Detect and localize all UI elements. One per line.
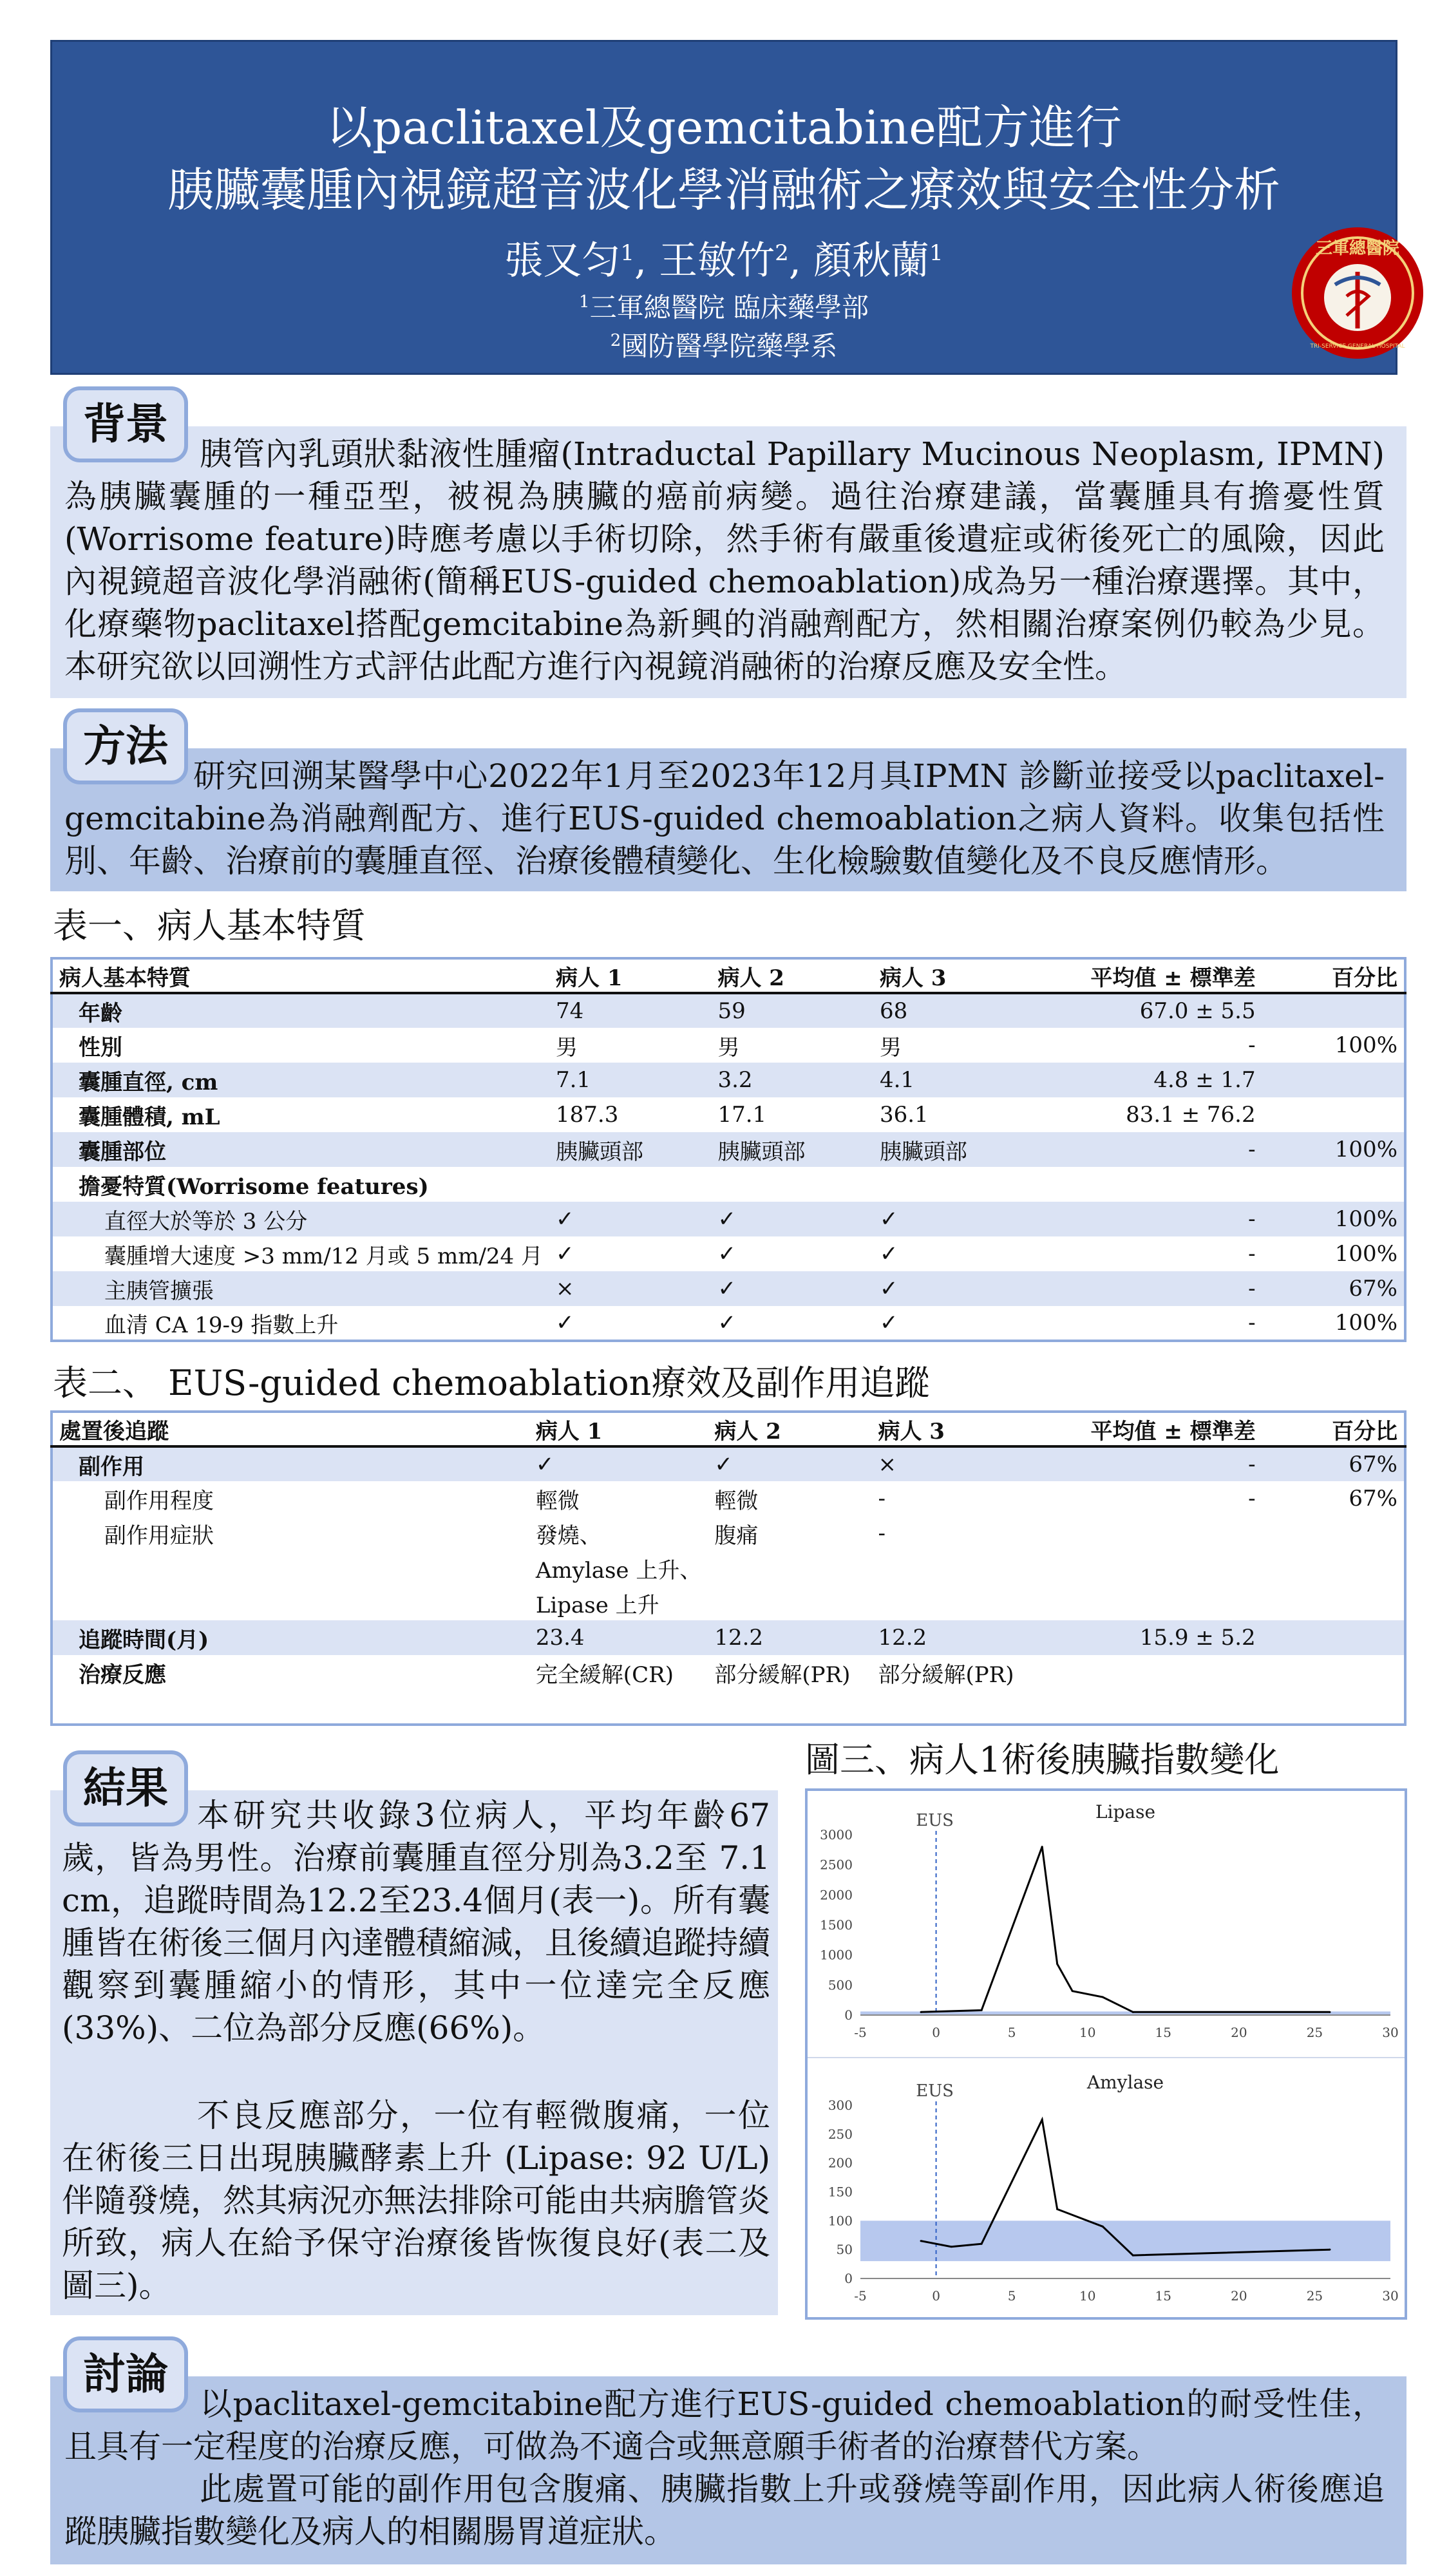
- chart-1-eus-label: EUS: [916, 2081, 954, 2101]
- table-cell: [873, 1167, 1035, 1202]
- author-2: 王敏竹: [659, 238, 775, 283]
- table-cell: -: [1036, 1446, 1262, 1481]
- table-cell: [1262, 993, 1405, 1028]
- chart-0-x-tick-label: 15: [1155, 2025, 1172, 2040]
- table-2-header: 病人 3: [871, 1412, 1035, 1446]
- chart-1-x-tick-label: 10: [1079, 2288, 1096, 2304]
- table-cell: 性別: [79, 1034, 122, 1061]
- chart-0-y-tick-label: 2000: [820, 1887, 853, 1903]
- table-cell: 囊腫增大速度 >3 mm/12 月或 5 mm/24 月: [104, 1243, 543, 1269]
- affiliation-1-number: 1: [579, 292, 590, 312]
- chart-0-eus-label: EUS: [916, 1811, 954, 1830]
- table-cell: [1262, 1516, 1405, 1551]
- chart-0-y-tick-label: 0: [844, 2007, 853, 2023]
- chart-1-data-point: [1056, 2208, 1058, 2210]
- table-cell: [1036, 1586, 1262, 1620]
- chart-1-data-point: [951, 2246, 952, 2248]
- table-cell: 副作用: [52, 1446, 529, 1481]
- table-cell: ✓: [711, 1271, 873, 1306]
- chart-1-data-point: [1132, 2255, 1134, 2257]
- methods-heading: 方法: [63, 708, 188, 784]
- table-cell: 100%: [1334, 1032, 1397, 1058]
- table-cell: 4.1: [873, 1063, 1035, 1097]
- table-cell: 59: [711, 993, 873, 1028]
- table-cell: [52, 1551, 529, 1586]
- author-2-affil: 2: [775, 240, 789, 266]
- table-cell: Lipase 上升: [535, 1592, 659, 1618]
- table-cell: [52, 1586, 529, 1620]
- chart-1-y-tick-label: 300: [828, 2098, 853, 2113]
- table-row: [52, 1516, 1405, 1551]
- table-cell: -: [1035, 1132, 1262, 1167]
- table-cell: ✓: [717, 1310, 736, 1336]
- chart-0-data-point: [1329, 2011, 1331, 2013]
- table-1-header-row: [52, 958, 1405, 993]
- table-2-header: 病人 1: [529, 1412, 708, 1446]
- table-cell: -: [1248, 1486, 1256, 1511]
- chart-1-x-tick-label: 0: [932, 2288, 940, 2304]
- logo-subtext: TRI-SERVICE GENERAL HOSPITAL: [1310, 343, 1405, 350]
- table-row: [52, 1167, 1405, 1202]
- author-1-affil: 1: [620, 240, 635, 266]
- chart-0-x-tick-label: 20: [1231, 2025, 1247, 2040]
- table-cell: [871, 1586, 1035, 1620]
- table-1-header: 百分比: [1262, 958, 1405, 993]
- hospital-logo: [1290, 225, 1425, 361]
- table-cell: 囊腫部位: [52, 1132, 549, 1167]
- title-line-1: 以paclitaxel及gemcitabine配方進行: [326, 100, 1122, 155]
- table-cell: [529, 1690, 708, 1725]
- table-cell: -: [1248, 1310, 1256, 1336]
- chart-0-x-tick-label: 25: [1306, 2025, 1323, 2040]
- table-row: [52, 993, 1405, 1028]
- table-cell: 67%: [1349, 1486, 1397, 1511]
- figure-3-charts: [808, 1791, 1405, 2317]
- chart-0-title: Lipase: [1095, 1801, 1156, 1823]
- chart-0-y-tick-label: 1500: [820, 1917, 853, 1933]
- figure-3-caption: 圖三、病人1術後胰臟指數變化: [805, 1739, 1280, 1780]
- table-cell: [708, 1586, 871, 1620]
- chart-0-x-tick-label: -5: [854, 2025, 867, 2040]
- chart-1-y-tick-label: 200: [828, 2155, 853, 2171]
- table-cell: 完全緩解(CR): [535, 1662, 674, 1688]
- table-cell: ✓: [556, 1241, 574, 1267]
- chart-1-y-tick-label: 50: [836, 2242, 853, 2258]
- table-row: [52, 1132, 1405, 1167]
- table-cell: [708, 1690, 871, 1725]
- chart-0-y-tick-label: 2500: [820, 1857, 853, 1873]
- table-cell: 血清 CA 19-9 指數上升: [104, 1312, 339, 1338]
- table-cell: ✓: [717, 1241, 736, 1267]
- table-cell: 12.2: [871, 1620, 1035, 1655]
- table-cell: [1262, 1620, 1405, 1655]
- table-cell: [711, 1167, 873, 1202]
- chart-0-data-point: [981, 2009, 983, 2011]
- table-cell: [871, 1551, 1035, 1586]
- table-cell: 4.8 ± 1.7: [1035, 1063, 1262, 1097]
- chart-0-data-point: [1056, 1963, 1058, 1965]
- chart-1-x-tick-label: 15: [1155, 2288, 1172, 2304]
- table-cell: [1036, 1690, 1262, 1725]
- table-cell: 12.2: [708, 1620, 871, 1655]
- table-cell: [708, 1551, 871, 1586]
- table-cell: ×: [549, 1271, 711, 1306]
- table-row: [52, 1028, 1405, 1063]
- table-cell: 74: [549, 993, 711, 1028]
- table-cell: 治療反應: [79, 1662, 166, 1688]
- discussion-text-2: 此處置可能的副作用包含腹痛、胰臟指數上升或發燒等副作用，因此病人術後應追蹤胰臟指數變化及病人的相關腸胃道症狀。: [64, 2470, 1385, 2550]
- affiliation-1: [52, 290, 1396, 326]
- table-1-header: 平均值 ± 標準差: [1035, 958, 1262, 993]
- table-1-header: 病人基本特質: [52, 958, 549, 993]
- table-cell: 男: [556, 1034, 578, 1061]
- table-cell: 輕微: [535, 1488, 580, 1514]
- methods-text: 研究回溯某醫學中心2022年1月至2023年12月具IPMN 診斷並接受以paclitaxel-gemcitabine為消融劑配方、進行EUS-guided chemoablation之病人資料。收集包括性別、年齡、治療前的囊腫直徑、治療後體積變化、生化檢驗數值變化及不良反應情形。: [64, 757, 1385, 880]
- table-cell: ✓: [711, 1202, 873, 1236]
- table-cell: ×: [871, 1446, 1035, 1481]
- chart-1-normal-band: [860, 2221, 1390, 2261]
- chart-1-y-tick-label: 0: [844, 2271, 853, 2286]
- table-cell: ✓: [873, 1271, 1035, 1306]
- table-2-header: 處置後追蹤: [52, 1412, 529, 1446]
- table-cell: [1036, 1655, 1262, 1690]
- chart-1-data-point: [1102, 2226, 1104, 2228]
- affiliation-1-text: 三軍總醫院 臨床藥學部: [589, 292, 869, 323]
- chart-0-y-tick-label: 3000: [820, 1827, 853, 1842]
- chart-1-data-point: [981, 2243, 983, 2245]
- table-2: [50, 1410, 1406, 1726]
- results-heading: 結果: [63, 1750, 188, 1826]
- chart-1-y-tick-label: 150: [828, 2184, 853, 2200]
- table-cell: [1262, 1690, 1405, 1725]
- chart-1-y-tick-label: 250: [828, 2126, 853, 2142]
- table-row: [52, 1551, 1405, 1586]
- table-cell: Amylase 上升、: [535, 1557, 702, 1584]
- table-1: [50, 957, 1406, 1342]
- table-cell: 100%: [1262, 1132, 1405, 1167]
- chart-0-data-point: [1041, 1846, 1043, 1848]
- chart-0-x-tick-label: 10: [1079, 2025, 1096, 2040]
- chart-1-x-tick-label: 30: [1382, 2288, 1399, 2304]
- logo-text: 三軍總醫院: [1315, 239, 1400, 258]
- table-row: [52, 1620, 1405, 1655]
- table-2-header: 百分比: [1262, 1412, 1405, 1446]
- chart-0-y-tick-label: 500: [828, 1977, 853, 1993]
- table-cell: [1036, 1551, 1262, 1586]
- author-list: 張又匀$^1$, 王敏竹$^2$, 顏秋蘭$^1$: [504, 238, 943, 283]
- table-cell: 7.1: [549, 1063, 711, 1097]
- table-cell: 胰臟頭部: [549, 1132, 711, 1167]
- affiliation-2-number: 2: [610, 331, 621, 350]
- table-cell: ✓: [708, 1446, 871, 1481]
- table-cell: -: [1035, 1202, 1262, 1236]
- table-cell: 67.0 ± 5.5: [1035, 993, 1262, 1028]
- table-cell: 主胰管擴張: [52, 1271, 549, 1306]
- table-cell: 胰臟頭部: [711, 1132, 873, 1167]
- table-cell: 男: [879, 1034, 902, 1061]
- table-cell: 輕微: [714, 1488, 759, 1514]
- author-3-affil: 1: [929, 240, 943, 266]
- table-cell: 囊腫直徑, cm: [52, 1063, 549, 1097]
- table-cell: 100%: [1334, 1241, 1397, 1267]
- table-cell: 男: [717, 1034, 740, 1061]
- chart-0-y-tick-label: 1000: [820, 1947, 853, 1963]
- table-1-header: 病人 1: [549, 958, 711, 993]
- table-cell: 36.1: [879, 1102, 929, 1128]
- table-cell: 100%: [1334, 1310, 1397, 1336]
- affiliation-2-text: 國防醫學院藥學系: [621, 330, 838, 362]
- table-cell: 67%: [1262, 1271, 1405, 1306]
- table-cell: 部分緩解(PR): [878, 1662, 1014, 1688]
- discussion-heading: 討論: [63, 2336, 188, 2412]
- table-cell: 3.2: [711, 1063, 873, 1097]
- table-cell: [1262, 1655, 1405, 1690]
- table-cell: ✓: [556, 1310, 574, 1336]
- background-heading: 背景: [63, 386, 188, 462]
- table-row: [52, 1236, 1405, 1271]
- results-text-1: 本研究共收錄3位病人，平均年齡67歲，皆為男性。治療前囊腫直徑分別為3.2至 7.1 cm，追蹤時間為12.2至23.4個月(表一)。所有囊腫皆在術後三個月內達體積縮減，且後續追蹤持續觀察到囊腫縮小的情形，其中一位達完全反應(33%)、二位為部分反應(66%)。: [62, 1797, 770, 2047]
- table-row: [52, 1202, 1405, 1236]
- table-cell: ✓: [879, 1241, 898, 1267]
- chart-1-x-tick-label: 5: [1007, 2288, 1016, 2304]
- chart-0-data-point: [1102, 1996, 1104, 1998]
- chart-0-x-tick-label: 0: [932, 2025, 940, 2040]
- table-cell: ✓: [549, 1202, 711, 1236]
- chart-1-x-tick-label: 20: [1231, 2288, 1247, 2304]
- table-cell: -: [878, 1520, 886, 1546]
- chart-0-data-point: [1132, 2011, 1134, 2013]
- table-cell: 68: [873, 993, 1035, 1028]
- table-cell: [1262, 1551, 1405, 1586]
- chart-0-x-tick-label: 30: [1382, 2025, 1399, 2040]
- table-cell: 67%: [1262, 1446, 1405, 1481]
- table-row: [52, 1097, 1405, 1132]
- table-1-header: 病人 3: [873, 958, 1035, 993]
- poster-header: [50, 40, 1405, 375]
- table-cell: [549, 1167, 711, 1202]
- table-cell: ✓: [873, 1202, 1035, 1236]
- affiliation-2: [52, 328, 1396, 365]
- table-2-caption: 表二、 EUS-guided chemoablation療效及副作用追蹤: [53, 1363, 930, 1403]
- table-cell: [1262, 1586, 1405, 1620]
- table-cell: 83.1 ± 76.2: [1126, 1102, 1256, 1128]
- table-cell: 15.9 ± 5.2: [1036, 1620, 1262, 1655]
- results-text-2: 不良反應部分，一位有輕微腹痛，一位在術後三日出現胰臟酵素上升 (Lipase: 92 U/L) 伴隨發燒，然其病況亦無法排除可能由共病膽管炎所致，病人在給予保守治療後皆恢復良好(表二及圖三)。: [62, 2097, 770, 2304]
- table-cell: 年齡: [52, 993, 549, 1028]
- table-cell: [871, 1690, 1035, 1725]
- table-cell: 胰臟頭部: [873, 1132, 1035, 1167]
- table-cell: 23.4: [529, 1620, 708, 1655]
- chart-1-data-point: [1329, 2249, 1331, 2251]
- chart-1-title: Amylase: [1086, 2072, 1164, 2093]
- table-row: [52, 1481, 1405, 1516]
- table-cell: -: [1248, 1032, 1256, 1058]
- chart-0-data-point: [1072, 1990, 1074, 1992]
- title-line-2: 胰臟囊腫內視鏡超音波化學消融術之療效與安全性分析: [167, 163, 1280, 217]
- table-cell: 17.1: [717, 1102, 767, 1128]
- table-cell: 發燒、: [535, 1522, 601, 1549]
- table-row: [52, 1655, 1405, 1690]
- table-cell: 腹痛: [714, 1522, 759, 1549]
- table-cell: 副作用症狀: [104, 1522, 214, 1549]
- table-cell: 追蹤時間(月): [52, 1620, 529, 1655]
- table-cell: [52, 1690, 529, 1725]
- chart-1-y-tick-label: 100: [828, 2213, 853, 2229]
- chart-1-x-tick-label: 25: [1306, 2288, 1323, 2304]
- table-cell: 100%: [1262, 1202, 1405, 1236]
- table-cell: -: [878, 1486, 886, 1511]
- table-cell: 副作用程度: [104, 1488, 214, 1514]
- table-cell: ✓: [529, 1446, 708, 1481]
- table-row: [52, 1690, 1405, 1725]
- chart-1-x-tick-label: -5: [854, 2288, 867, 2304]
- table-cell: ✓: [879, 1310, 898, 1336]
- discussion-text-1: 以paclitaxel-gemcitabine配方進行EUS-guided chemoablation的耐受性佳，且具有一定程度的治療反應，可做為不適合或無意願手術者的治療替代方案。: [64, 2385, 1385, 2465]
- chart-1-data-point: [1041, 2119, 1043, 2121]
- table-1-header: 病人 2: [711, 958, 873, 993]
- table-2-header: 病人 2: [708, 1412, 871, 1446]
- background-text: 胰管內乳頭狀黏液性腫瘤(Intraductal Papillary Mucinous Neoplasm, IPMN)為胰臟囊腫的一種亞型，被視為胰臟的癌前病變。過往治療建議，當囊腫具有擔憂性質(Worrisome feature)時應考慮以手術切除，然手術有嚴重後遺症或術後死亡的風險，因此內視鏡超音波化學消融術(簡稱EUS-guided chemoablation)成為另一種治療選擇。其中，化療藥物paclitaxel搭配gemcitabine為新興的消融劑配方，然相關治療案例仍較為少見。本研究欲以回溯性方式評估此配方進行內視鏡消融術的治療反應及安全性。: [64, 435, 1385, 685]
- author-3: 顏秋蘭: [813, 238, 929, 283]
- chart-1-data-point: [920, 2240, 922, 2242]
- table-cell: [1262, 1167, 1405, 1202]
- table-row: [52, 1063, 1405, 1097]
- table-row: [52, 1446, 1405, 1481]
- table-cell: [1035, 1167, 1262, 1202]
- chart-0-x-tick-label: 5: [1007, 2025, 1016, 2040]
- table-row: [52, 1586, 1405, 1620]
- table-1-caption: 表一、病人基本特質: [53, 905, 366, 946]
- table-2-header-row: [52, 1412, 1405, 1446]
- table-cell: [1036, 1516, 1262, 1551]
- table-2-header: 平均值 ± 標準差: [1036, 1412, 1262, 1446]
- table-cell: -: [1035, 1271, 1262, 1306]
- table-cell: 囊腫體積, mL: [79, 1104, 220, 1130]
- table-cell: 部分緩解(PR): [714, 1662, 851, 1688]
- table-cell: [1262, 1097, 1405, 1132]
- table-cell: -: [1248, 1241, 1256, 1267]
- table-cell: 187.3: [556, 1102, 619, 1128]
- table-cell: 直徑大於等於 3 公分: [52, 1202, 549, 1236]
- table-row: [52, 1306, 1405, 1341]
- figure-3: [805, 1788, 1407, 2320]
- author-1: 張又匀: [504, 238, 621, 283]
- table-cell: [1262, 1063, 1405, 1097]
- chart-0-data-point: [920, 2011, 922, 2013]
- table-row: [52, 1271, 1405, 1306]
- chart-0-series-line: [921, 1847, 1330, 2012]
- table-cell: 擔憂特質(Worrisome features): [79, 1173, 429, 1200]
